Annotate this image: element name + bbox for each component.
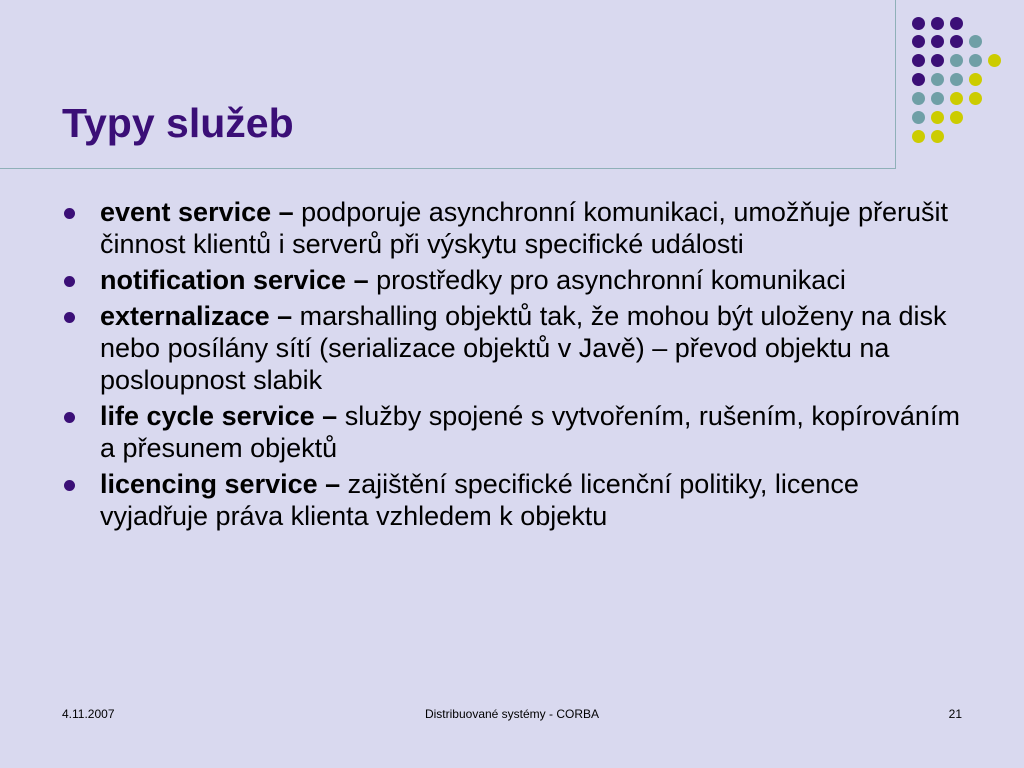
dot xyxy=(969,35,982,48)
dot xyxy=(969,73,982,86)
dot xyxy=(931,54,944,67)
title-divider-horizontal xyxy=(0,168,896,169)
dot xyxy=(931,35,944,48)
dot xyxy=(912,130,925,143)
bullet-dot-icon xyxy=(64,312,75,323)
bullet-text: marshalling objektů tak, že mohou být uloženy na disk nebo posílány sítí (serializace objektů v Javě) – převod objektu na posloupnost slabik xyxy=(100,301,947,395)
dot xyxy=(931,130,944,143)
bullet-text: prostředky pro asynchronní komunikaci xyxy=(368,265,846,295)
dot xyxy=(931,73,944,86)
dot xyxy=(912,35,925,48)
bullet-text: služby spojené s vytvořením, rušením, kopírováním a přesunem objektů xyxy=(100,401,960,463)
dot xyxy=(988,54,1001,67)
dot xyxy=(969,54,982,67)
dot xyxy=(931,111,944,124)
dot xyxy=(931,92,944,105)
bullet-term: licencing service – xyxy=(100,469,341,499)
bullet-term: externalizace – xyxy=(100,301,293,331)
footer-date: 4.11.2007 xyxy=(62,707,115,721)
dot xyxy=(912,92,925,105)
title-divider-vertical xyxy=(895,0,896,169)
footer-page-number: 21 xyxy=(948,707,962,721)
bullet-term: life cycle service – xyxy=(100,401,338,431)
dot xyxy=(969,92,982,105)
bullet-text: podporuje asynchronní komunikaci, umožňuje přerušit činnost klientů i serverů při výskytu specifické události xyxy=(100,197,948,259)
bullet-item xyxy=(62,468,962,532)
bullet-dot-icon xyxy=(64,412,75,423)
bullet-term: event service – xyxy=(100,197,294,227)
bullet-item xyxy=(62,196,962,260)
dot xyxy=(950,92,963,105)
bullet-text: zajištění specifické licenční politiky, licence vyjadřuje práva klienta vzhledem k objektu xyxy=(100,469,859,531)
dot xyxy=(950,17,963,30)
footer-title: Distribuované systémy - CORBA xyxy=(424,707,600,721)
dot xyxy=(912,111,925,124)
bullet-item xyxy=(62,264,962,296)
dot xyxy=(950,35,963,48)
bullet-dot-icon xyxy=(64,276,75,287)
bullet-item xyxy=(62,400,962,464)
slide-title: Typy služeb xyxy=(62,100,294,146)
bullet-term: notification service – xyxy=(100,265,369,295)
bullet-dot-icon xyxy=(64,208,75,219)
dot xyxy=(950,111,963,124)
dot xyxy=(950,54,963,67)
dot xyxy=(912,73,925,86)
bullet-list xyxy=(62,196,962,536)
dot xyxy=(912,54,925,67)
dot xyxy=(931,17,944,30)
dot xyxy=(950,73,963,86)
bullet-dot-icon xyxy=(64,480,75,491)
bullet-item xyxy=(62,300,962,396)
dot xyxy=(912,17,925,30)
